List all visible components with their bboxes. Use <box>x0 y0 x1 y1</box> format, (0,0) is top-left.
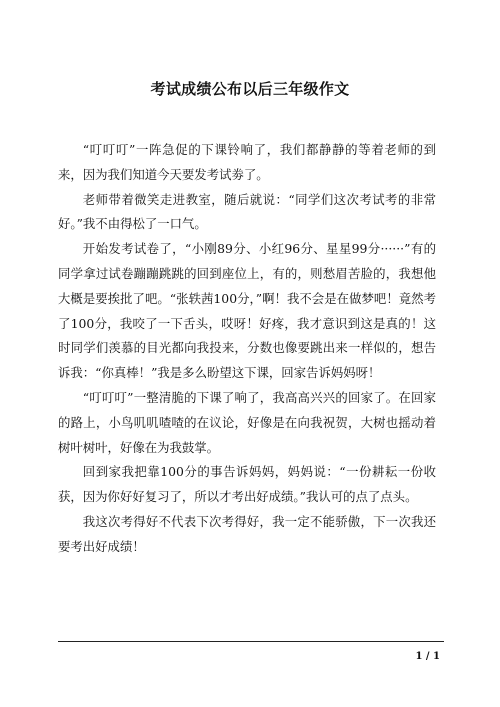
paragraph-5: 回到家我把靠100分的事告诉妈妈，妈妈说：“一份耕耘一份收获，因为你好好复习了，所以才考出好成绩。”我认可的点了点头。 <box>58 464 436 505</box>
document-title: 考试成绩公布以后三年级作文 <box>150 80 350 98</box>
paragraph-2: 老师带着微笑走进教室，随后就说：“同学们这次考试考的非常好。”我不由得松了一口气。 <box>58 191 436 232</box>
paragraph-1: “叮叮叮”一阵急促的下课铃响了，我们都静静的等着老师的到来，因为我们知道今天要发考试劵了。 <box>58 142 436 182</box>
footer-divider <box>58 641 444 642</box>
paragraph-6: 我这次考得好不代表下次考得好，我一定不能骄傲，下一次我还要考出好成绩！ <box>58 513 436 554</box>
page-number: 1 / 1 <box>415 651 440 662</box>
paragraph-4: “叮叮叮”一整清脆的下课了响了，我高高兴兴的回家了。在回家的路上，小鸟叽叽喳喳的在议论，好像是在向我祝贺，大树也摇动着树叶树叶，好像在为我鼓掌。 <box>58 389 436 455</box>
document-body <box>58 138 436 560</box>
paragraph-3: 开始发考试卷了，“小刚89分、小红96分、星星99分······”有的同学拿过试卷蹦蹦跳跳的回到座位上，有的，则愁眉苦脸的，我想他大概是要挨批了吧。“张轶茜100分，”啊！我不会是在做梦吧！竟然考了100分，我咬了一下舌头，哎呀！好疼，我才意识到这是真的！这时同学们羡慕的目光都向我投来，分数也像要跳出来一样似的，想告诉我：“你真棒！”我是多么盼望这下课，回家告诉妈妈呀！ <box>58 241 436 381</box>
